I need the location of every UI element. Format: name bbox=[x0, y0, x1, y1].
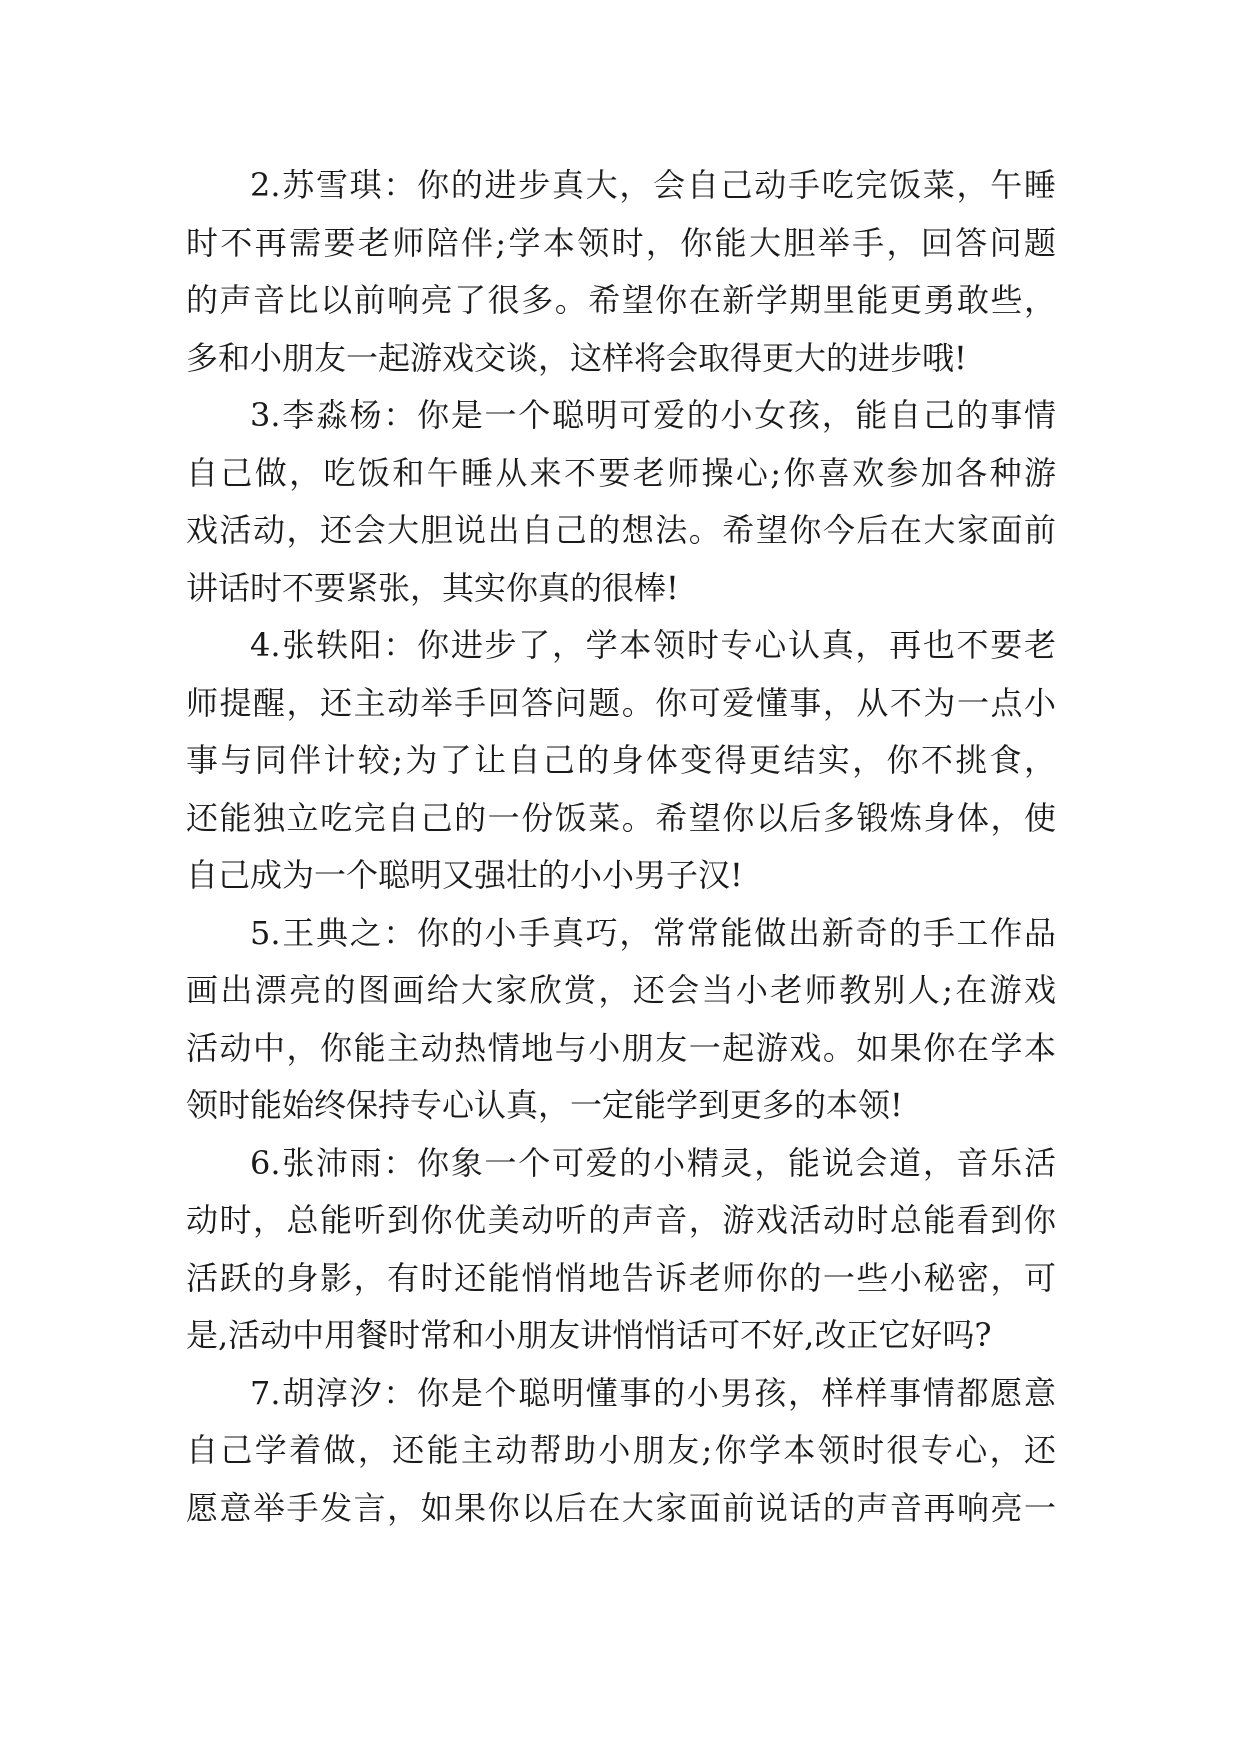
text-line: 的声音比以前响亮了很多。希望你在新学期里能更勇敢些， bbox=[186, 281, 1056, 319]
comment-paragraph-4 bbox=[186, 617, 1056, 905]
text-line: 戏活动，还会大胆说出自己的想法。希望你今后在大家面前 bbox=[186, 511, 1056, 549]
comment-paragraph-7 bbox=[186, 1365, 1056, 1538]
comment-paragraph-2 bbox=[186, 157, 1056, 387]
text-line: 领时能始终保持专心认真，一定能学到更多的本领! bbox=[186, 1086, 903, 1124]
comment-paragraph-6 bbox=[186, 1135, 1056, 1365]
comment-paragraph-3 bbox=[186, 387, 1056, 617]
text-line: 画出漂亮的图画给大家欣赏，还会当小老师教别人;在游戏 bbox=[186, 971, 1056, 1009]
comment-paragraph-5 bbox=[186, 905, 1056, 1135]
text-line: 还能独立吃完自己的一份饭菜。希望你以后多锻炼身体，使 bbox=[186, 798, 1056, 837]
text-line: 活跃的身影，有时还能悄悄地告诉老师你的一些小秘密，可 bbox=[186, 1258, 1056, 1297]
text-line: 动时，总能听到你优美动听的声音，游戏活动时总能看到你 bbox=[186, 1201, 1056, 1239]
text-line: 3.李淼杨：你是一个聪明可爱的小女孩，能自己的事情 bbox=[250, 396, 1056, 434]
text-line: 时不再需要老师陪伴;学本领时，你能大胆举手，回答问题 bbox=[186, 223, 1056, 262]
text-line: 4.张轶阳：你进步了，学本领时专心认真，再也不要老 bbox=[250, 626, 1056, 664]
text-line: 活动中，你能主动热情地与小朋友一起游戏。如果你在学本 bbox=[186, 1028, 1056, 1067]
text-line: 愿意举手发言，如果你以后在大家面前说话的声音再响亮一 bbox=[186, 1488, 1056, 1527]
document-page-body bbox=[186, 157, 1056, 1537]
text-line: 6.张沛雨：你象一个可爱的小精灵，能说会道，音乐活 bbox=[250, 1143, 1056, 1182]
text-line: 是,活动中用餐时常和小朋友讲悄悄话可不好,改正它好吗? bbox=[186, 1316, 992, 1354]
text-line: 自己成为一个聪明又强壮的小小男子汉! bbox=[186, 856, 743, 894]
text-line: 5.王典之：你的小手真巧，常常能做出新奇的手工作品 bbox=[250, 913, 1056, 952]
text-line: 7.胡淳汐：你是个聪明懂事的小男孩，样样事情都愿意 bbox=[250, 1373, 1056, 1412]
text-line: 讲话时不要紧张，其实你真的很棒! bbox=[186, 568, 679, 607]
text-line: 师提醒，还主动举手回答问题。你可爱懂事，从不为一点小 bbox=[186, 683, 1056, 722]
text-line: 自己做，吃饭和午睡从来不要老师操心;你喜欢参加各种游 bbox=[186, 453, 1056, 492]
text-line: 多和小朋友一起游戏交谈，这样将会取得更大的进步哦! bbox=[186, 338, 967, 377]
text-line: 2.苏雪琪：你的进步真大，会自己动手吃完饭菜，午睡 bbox=[250, 166, 1056, 204]
text-line: 自己学着做，还能主动帮助小朋友;你学本领时很专心，还 bbox=[186, 1431, 1056, 1469]
text-line: 事与同伴计较;为了让自己的身体变得更结实，你不挑食， bbox=[186, 741, 1056, 779]
